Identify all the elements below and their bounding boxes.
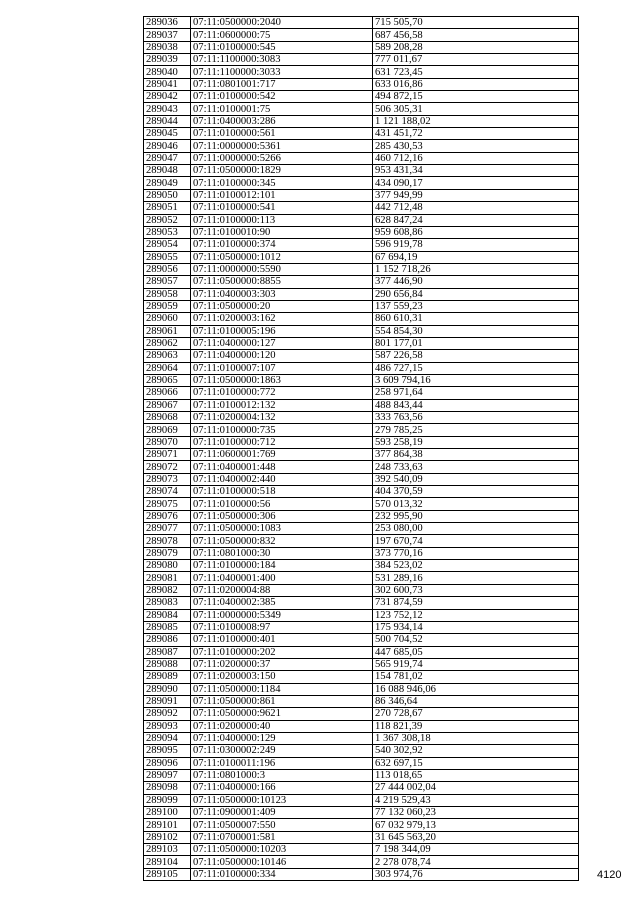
value-cell: 540 302,92 [373, 745, 579, 757]
cadastral-number-cell: 07:11:0500000:306 [191, 510, 373, 522]
value-cell: 631 723,45 [373, 66, 579, 78]
cadastral-number-cell: 07:11:0100000:541 [191, 202, 373, 214]
table-row [144, 782, 579, 794]
table-row [144, 523, 579, 535]
cadastral-number-cell: 07:11:0400000:120 [191, 350, 373, 362]
cadastral-number-cell: 07:11:0600001:769 [191, 449, 373, 461]
cadastral-number-cell: 07:11:0000000:5590 [191, 263, 373, 275]
table-row [144, 41, 579, 53]
value-cell: 442 712,48 [373, 202, 579, 214]
table-row [144, 449, 579, 461]
row-number-cell: 289066 [144, 387, 191, 399]
table-row [144, 54, 579, 66]
row-number-cell: 289041 [144, 78, 191, 90]
cadastral-number-cell: 07:11:0100000:56 [191, 498, 373, 510]
cadastral-number-cell: 07:11:0500000:1083 [191, 523, 373, 535]
value-cell: 801 177,01 [373, 337, 579, 349]
table-row [144, 695, 579, 707]
cadastral-number-cell: 07:11:0100000:113 [191, 214, 373, 226]
cadastral-number-cell: 07:11:0801000:3 [191, 769, 373, 781]
cadastral-number-cell: 07:11:0500000:1863 [191, 374, 373, 386]
cadastral-number-cell: 07:11:0500000:8855 [191, 276, 373, 288]
table-row [144, 831, 579, 843]
row-number-cell: 289047 [144, 152, 191, 164]
cadastral-number-cell: 07:11:0500000:20 [191, 300, 373, 312]
cadastral-number-cell: 07:11:0500000:1012 [191, 251, 373, 263]
value-cell: 285 430,53 [373, 140, 579, 152]
table-row [144, 856, 579, 868]
row-number-cell: 289095 [144, 745, 191, 757]
row-number-cell: 289083 [144, 597, 191, 609]
value-cell: 570 013,32 [373, 498, 579, 510]
table-row [144, 819, 579, 831]
table-row [144, 720, 579, 732]
value-cell: 953 431,34 [373, 165, 579, 177]
table-row [144, 708, 579, 720]
value-cell: 279 785,25 [373, 424, 579, 436]
value-cell: 373 770,16 [373, 547, 579, 559]
value-cell: 16 088 946,06 [373, 683, 579, 695]
value-cell: 431 451,72 [373, 128, 579, 140]
table-row [144, 535, 579, 547]
row-number-cell: 289079 [144, 547, 191, 559]
value-cell: 494 872,15 [373, 91, 579, 103]
value-cell: 123 752,12 [373, 609, 579, 621]
value-cell: 687 456,58 [373, 29, 579, 41]
value-cell: 7 198 344,09 [373, 844, 579, 856]
row-number-cell: 289038 [144, 41, 191, 53]
cadastral-number-cell: 07:11:0000000:5361 [191, 140, 373, 152]
row-number-cell: 289045 [144, 128, 191, 140]
row-number-cell: 289091 [144, 695, 191, 707]
value-cell: 3 609 794,16 [373, 374, 579, 386]
table-row [144, 424, 579, 436]
value-cell: 731 874,59 [373, 597, 579, 609]
table-row [144, 189, 579, 201]
row-number-cell: 289042 [144, 91, 191, 103]
table-row [144, 486, 579, 498]
value-cell: 137 559,23 [373, 300, 579, 312]
table-row [144, 325, 579, 337]
cadastral-number-cell: 07:11:0200000:37 [191, 658, 373, 670]
cadastral-number-cell: 07:11:0500000:861 [191, 695, 373, 707]
value-cell: 531 289,16 [373, 572, 579, 584]
row-number-cell: 289059 [144, 300, 191, 312]
value-cell: 377 446,90 [373, 276, 579, 288]
table-row [144, 337, 579, 349]
value-cell: 154 781,02 [373, 671, 579, 683]
value-cell: 1 367 308,18 [373, 732, 579, 744]
table-row [144, 239, 579, 251]
cadastral-number-cell: 07:11:0801001:717 [191, 78, 373, 90]
row-number-cell: 289082 [144, 584, 191, 596]
table-row [144, 276, 579, 288]
row-number-cell: 289089 [144, 671, 191, 683]
value-cell: 248 733,63 [373, 461, 579, 473]
value-cell: 633 016,86 [373, 78, 579, 90]
table-row [144, 165, 579, 177]
row-number-cell: 289036 [144, 17, 191, 29]
row-number-cell: 289070 [144, 436, 191, 448]
table-row [144, 202, 579, 214]
cadastral-number-cell: 07:11:0500000:832 [191, 535, 373, 547]
row-number-cell: 289074 [144, 486, 191, 498]
table-row [144, 807, 579, 819]
table-row [144, 757, 579, 769]
value-cell: 377 864,38 [373, 449, 579, 461]
cadastral-number-cell: 07:11:0100000:561 [191, 128, 373, 140]
cadastral-number-cell: 07:11:0500000:10146 [191, 856, 373, 868]
value-cell: 258 971,64 [373, 387, 579, 399]
cadastral-number-cell: 07:11:0400002:440 [191, 473, 373, 485]
table-row [144, 140, 579, 152]
row-number-cell: 289085 [144, 621, 191, 633]
row-number-cell: 289062 [144, 337, 191, 349]
cadastral-number-cell: 07:11:0100008:97 [191, 621, 373, 633]
cadastral-number-cell: 07:11:0700001:581 [191, 831, 373, 843]
row-number-cell: 289078 [144, 535, 191, 547]
value-cell: 27 444 002,04 [373, 782, 579, 794]
row-number-cell: 289060 [144, 313, 191, 325]
row-number-cell: 289049 [144, 177, 191, 189]
value-cell: 67 032 979,13 [373, 819, 579, 831]
value-cell: 1 152 718,26 [373, 263, 579, 275]
cadastral-number-cell: 07:11:0200003:162 [191, 313, 373, 325]
row-number-cell: 289061 [144, 325, 191, 337]
table-row [144, 732, 579, 744]
row-number-cell: 289040 [144, 66, 191, 78]
value-cell: 404 370,59 [373, 486, 579, 498]
table-row [144, 288, 579, 300]
row-number-cell: 289075 [144, 498, 191, 510]
table-row [144, 844, 579, 856]
cadastral-number-cell: 07:11:0100000:545 [191, 41, 373, 53]
row-number-cell: 289102 [144, 831, 191, 843]
cadastral-number-cell: 07:11:0500007:550 [191, 819, 373, 831]
value-cell: 959 608,86 [373, 226, 579, 238]
row-number-cell: 289097 [144, 769, 191, 781]
row-number-cell: 289087 [144, 646, 191, 658]
row-number-cell: 289084 [144, 609, 191, 621]
value-cell: 628 847,24 [373, 214, 579, 226]
value-cell: 593 258,19 [373, 436, 579, 448]
table-row [144, 362, 579, 374]
table-row [144, 745, 579, 757]
value-cell: 715 505,70 [373, 17, 579, 29]
cadastral-number-cell: 07:11:0200004:132 [191, 412, 373, 424]
cadastral-number-cell: 07:11:0400001:400 [191, 572, 373, 584]
value-cell: 253 080,00 [373, 523, 579, 535]
row-number-cell: 289043 [144, 103, 191, 115]
value-cell: 488 843,44 [373, 399, 579, 411]
cadastral-number-cell: 07:11:0100000:542 [191, 91, 373, 103]
value-cell: 302 600,73 [373, 584, 579, 596]
cadastral-number-cell: 07:11:0100012:101 [191, 189, 373, 201]
cadastral-number-cell: 07:11:0100000:772 [191, 387, 373, 399]
cadastral-number-cell: 07:11:0300002:249 [191, 745, 373, 757]
value-cell: 1 121 188,02 [373, 115, 579, 127]
cadastral-number-cell: 07:11:0100000:184 [191, 560, 373, 572]
cadastral-number-cell: 07:11:0100000:345 [191, 177, 373, 189]
row-number-cell: 289071 [144, 449, 191, 461]
table-row [144, 177, 579, 189]
row-number-cell: 289067 [144, 399, 191, 411]
cadastral-number-cell: 07:11:0500000:10203 [191, 844, 373, 856]
value-cell: 500 704,52 [373, 634, 579, 646]
table-row [144, 313, 579, 325]
value-cell: 86 346,64 [373, 695, 579, 707]
table-row [144, 510, 579, 522]
row-number-cell: 289057 [144, 276, 191, 288]
value-cell: 2 278 078,74 [373, 856, 579, 868]
value-cell: 460 712,16 [373, 152, 579, 164]
table-row [144, 387, 579, 399]
value-cell: 232 995,90 [373, 510, 579, 522]
row-number-cell: 289077 [144, 523, 191, 535]
cadastral-number-cell: 07:11:0000000:5349 [191, 609, 373, 621]
table-row [144, 78, 579, 90]
cadastral-number-cell: 07:11:0200004:88 [191, 584, 373, 596]
value-cell: 632 697,15 [373, 757, 579, 769]
table-row [144, 547, 579, 559]
table-row [144, 560, 579, 572]
value-cell: 777 011,67 [373, 54, 579, 66]
row-number-cell: 289055 [144, 251, 191, 263]
page-number: 4120 [597, 869, 622, 881]
table-row [144, 584, 579, 596]
value-cell: 77 132 060,23 [373, 807, 579, 819]
value-cell: 596 919,78 [373, 239, 579, 251]
value-cell: 290 656,84 [373, 288, 579, 300]
value-cell: 486 727,15 [373, 362, 579, 374]
row-number-cell: 289092 [144, 708, 191, 720]
value-cell: 565 919,74 [373, 658, 579, 670]
cadastral-number-cell: 07:11:0500000:9621 [191, 708, 373, 720]
row-number-cell: 289052 [144, 214, 191, 226]
row-number-cell: 289054 [144, 239, 191, 251]
cadastral-number-cell: 07:11:0100000:518 [191, 486, 373, 498]
cadastral-number-cell: 07:11:0500000:1829 [191, 165, 373, 177]
table-row [144, 671, 579, 683]
table-row [144, 461, 579, 473]
cadastral-number-cell: 07:11:0801000:30 [191, 547, 373, 559]
row-number-cell: 289093 [144, 720, 191, 732]
table-row [144, 152, 579, 164]
row-number-cell: 289056 [144, 263, 191, 275]
cadastral-number-cell: 07:11:0500000:1184 [191, 683, 373, 695]
cadastral-number-cell: 07:11:0400003:303 [191, 288, 373, 300]
cadastral-number-cell: 07:11:0900001:409 [191, 807, 373, 819]
table-row [144, 374, 579, 386]
cadastral-number-cell: 07:11:0000000:5266 [191, 152, 373, 164]
value-cell: 554 854,30 [373, 325, 579, 337]
row-number-cell: 289103 [144, 844, 191, 856]
row-number-cell: 289044 [144, 115, 191, 127]
cadastral-number-cell: 07:11:0200000:40 [191, 720, 373, 732]
value-cell: 4 219 529,43 [373, 794, 579, 806]
row-number-cell: 289046 [144, 140, 191, 152]
row-number-cell: 289101 [144, 819, 191, 831]
value-cell: 333 763,56 [373, 412, 579, 424]
value-cell: 506 305,31 [373, 103, 579, 115]
value-cell: 197 670,74 [373, 535, 579, 547]
cadastral-number-cell: 07:11:0100000:712 [191, 436, 373, 448]
cadastral-number-cell: 07:11:0100010:90 [191, 226, 373, 238]
table-row [144, 29, 579, 41]
table-row [144, 683, 579, 695]
row-number-cell: 289094 [144, 732, 191, 744]
row-number-cell: 289051 [144, 202, 191, 214]
cadastral-number-cell: 07:11:0100007:107 [191, 362, 373, 374]
row-number-cell: 289099 [144, 794, 191, 806]
cadastral-number-cell: 07:11:0100000:334 [191, 868, 373, 880]
row-number-cell: 289053 [144, 226, 191, 238]
row-number-cell: 289098 [144, 782, 191, 794]
row-number-cell: 289073 [144, 473, 191, 485]
row-number-cell: 289068 [144, 412, 191, 424]
cadastral-number-cell: 07:11:0200003:150 [191, 671, 373, 683]
row-number-cell: 289100 [144, 807, 191, 819]
cadastral-number-cell: 07:11:0500000:2040 [191, 17, 373, 29]
table-row [144, 658, 579, 670]
value-cell: 175 934,14 [373, 621, 579, 633]
cadastral-number-cell: 07:11:0100011:196 [191, 757, 373, 769]
row-number-cell: 289104 [144, 856, 191, 868]
table-row [144, 300, 579, 312]
cadastral-number-cell: 07:11:0100000:735 [191, 424, 373, 436]
table-row [144, 91, 579, 103]
row-number-cell: 289076 [144, 510, 191, 522]
table-row [144, 868, 579, 880]
cadastral-number-cell: 07:11:0100012:132 [191, 399, 373, 411]
table-row [144, 66, 579, 78]
row-number-cell: 289064 [144, 362, 191, 374]
value-cell: 434 090,17 [373, 177, 579, 189]
cadastral-number-cell: 07:11:0100000:401 [191, 634, 373, 646]
row-number-cell: 289039 [144, 54, 191, 66]
cadastral-number-cell: 07:11:1100000:3033 [191, 66, 373, 78]
cadastral-number-cell: 07:11:1100000:3083 [191, 54, 373, 66]
table-row [144, 572, 579, 584]
cadastral-number-cell: 07:11:0100000:374 [191, 239, 373, 251]
value-cell: 589 208,28 [373, 41, 579, 53]
cadastral-number-cell: 07:11:0400000:127 [191, 337, 373, 349]
cadastral-number-cell: 07:11:0400002:385 [191, 597, 373, 609]
table-row [144, 128, 579, 140]
table-row [144, 399, 579, 411]
row-number-cell: 289072 [144, 461, 191, 473]
cadastral-number-cell: 07:11:0100000:202 [191, 646, 373, 658]
row-number-cell: 289086 [144, 634, 191, 646]
cadastral-number-cell: 07:11:0500000:10123 [191, 794, 373, 806]
value-cell: 392 540,09 [373, 473, 579, 485]
value-cell: 587 226,58 [373, 350, 579, 362]
cadastral-number-cell: 07:11:0400000:166 [191, 782, 373, 794]
value-cell: 31 645 563,20 [373, 831, 579, 843]
row-number-cell: 289037 [144, 29, 191, 41]
table-row [144, 17, 579, 29]
row-number-cell: 289105 [144, 868, 191, 880]
row-number-cell: 289065 [144, 374, 191, 386]
table-row [144, 263, 579, 275]
value-cell: 113 018,65 [373, 769, 579, 781]
cadastral-number-cell: 07:11:0100001:75 [191, 103, 373, 115]
table-row [144, 609, 579, 621]
row-number-cell: 289063 [144, 350, 191, 362]
row-number-cell: 289050 [144, 189, 191, 201]
value-cell: 67 694,19 [373, 251, 579, 263]
table-row [144, 226, 579, 238]
table-row [144, 251, 579, 263]
table-row [144, 103, 579, 115]
row-number-cell: 289080 [144, 560, 191, 572]
table-row [144, 350, 579, 362]
cadastral-number-cell: 07:11:0400003:286 [191, 115, 373, 127]
cadastral-number-cell: 07:11:0100005:196 [191, 325, 373, 337]
row-number-cell: 289058 [144, 288, 191, 300]
table-row [144, 621, 579, 633]
row-number-cell: 289069 [144, 424, 191, 436]
value-cell: 384 523,02 [373, 560, 579, 572]
value-cell: 303 974,76 [373, 868, 579, 880]
table-row [144, 473, 579, 485]
table-row [144, 794, 579, 806]
table-row [144, 597, 579, 609]
row-number-cell: 289090 [144, 683, 191, 695]
table-row [144, 769, 579, 781]
table-row [144, 214, 579, 226]
table-row [144, 436, 579, 448]
row-number-cell: 289048 [144, 165, 191, 177]
row-number-cell: 289088 [144, 658, 191, 670]
cadastral-number-cell: 07:11:0400000:129 [191, 732, 373, 744]
table-row [144, 412, 579, 424]
cadastral-number-cell: 07:11:0400001:448 [191, 461, 373, 473]
cadastral-value-table [143, 16, 579, 881]
value-cell: 447 685,05 [373, 646, 579, 658]
table-body [144, 17, 579, 881]
row-number-cell: 289096 [144, 757, 191, 769]
row-number-cell: 289081 [144, 572, 191, 584]
value-cell: 860 610,31 [373, 313, 579, 325]
table-row [144, 115, 579, 127]
table-row [144, 634, 579, 646]
table-row [144, 646, 579, 658]
value-cell: 118 821,39 [373, 720, 579, 732]
table-row [144, 498, 579, 510]
value-cell: 377 949,99 [373, 189, 579, 201]
value-cell: 270 728,67 [373, 708, 579, 720]
cadastral-number-cell: 07:11:0600000:75 [191, 29, 373, 41]
